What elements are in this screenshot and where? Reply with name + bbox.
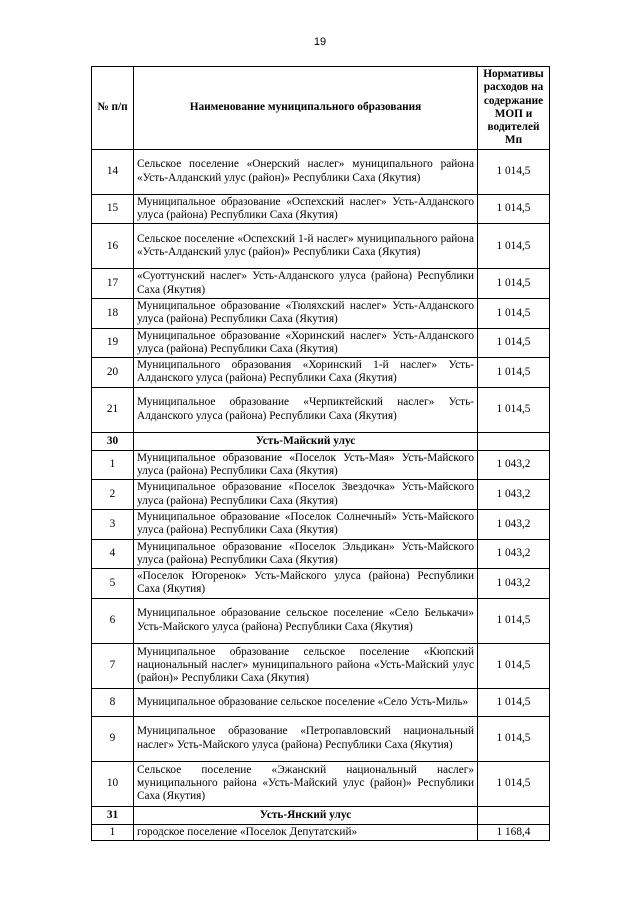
municipality-name: Муниципальное образование «Петропавловский национальный наслег» Усть-Майского улуса (района) Республики Саха (Якутия) — [134, 716, 478, 761]
row-number: 16 — [92, 224, 134, 269]
row-number: 1 — [92, 824, 134, 840]
municipality-name: городское поселение «Поселок Депутатский» — [134, 824, 478, 840]
table-row — [92, 298, 550, 328]
municipality-name: Сельское поселение «Онерский наслег» муниципального района «Усть-Алданский улус (район)» Республики Саха (Якутия) — [134, 149, 478, 194]
norm-value: 1 014,5 — [478, 358, 550, 388]
row-number: 1 — [92, 450, 134, 480]
norm-value: 1 014,5 — [478, 298, 550, 328]
table-row — [92, 643, 550, 688]
table-row — [92, 387, 550, 432]
municipality-name: Муниципальное образование «Тюляхский наслег» Усть-Алданского улуса (района) Республики Саха (Якутия) — [134, 298, 478, 328]
table-row — [92, 328, 550, 358]
table-row — [92, 716, 550, 761]
table-header-row — [92, 67, 550, 150]
norm-value: 1 014,5 — [478, 224, 550, 269]
municipality-name: Муниципальное образование сельское поселение «Село Усть-Миль» — [134, 688, 478, 716]
norm-value: 1 168,4 — [478, 824, 550, 840]
table-row — [92, 450, 550, 480]
norm-value: 1 043,2 — [478, 480, 550, 510]
header-name: Наименование муниципального образования — [134, 67, 478, 150]
section-title: Усть-Майский улус — [134, 432, 478, 450]
municipality-name: Муниципальное образование «Хоринский наслег» Усть-Алданского улуса (района) Республики Саха (Якутия) — [134, 328, 478, 358]
table-row — [92, 269, 550, 299]
section-empty-cell — [478, 432, 550, 450]
table-row — [92, 761, 550, 806]
row-number: 6 — [92, 598, 134, 643]
municipality-name: Муниципальное образование «Черпиктейский наслег» Усть-Алданского улуса (района) Республики Саха (Якутия) — [134, 387, 478, 432]
norm-value: 1 014,5 — [478, 598, 550, 643]
municipality-name: Муниципальное образование сельское поселение «Кюпский национальный наслег» муниципального района «Усть-Майский улус (район)» Республики Саха (Якутия) — [134, 643, 478, 688]
table-row — [92, 149, 550, 194]
section-number: 30 — [92, 432, 134, 450]
municipality-name: Муниципального образования «Хоринский 1-й наслег» Усть-Алданского улуса (района) Республики Саха (Якутия) — [134, 358, 478, 388]
municipality-name: Муниципальное образование «Оспехский наслег» Усть-Алданского улуса (района) Республики Саха (Якутия) — [134, 194, 478, 224]
table-row — [92, 569, 550, 599]
section-row — [92, 432, 550, 450]
row-number: 9 — [92, 716, 134, 761]
row-number: 3 — [92, 509, 134, 539]
section-row — [92, 806, 550, 824]
section-number: 31 — [92, 806, 134, 824]
table-row — [92, 358, 550, 388]
municipality-name: Муниципальное образование «Поселок Солнечный» Усть-Майского улуса (района) Республики Саха (Якутия) — [134, 509, 478, 539]
norm-value: 1 043,2 — [478, 509, 550, 539]
municipality-name: Муниципальное образование сельское поселение «Село Белькачи» Усть-Майского улуса (района) Республики Саха (Якутия) — [134, 598, 478, 643]
table-body — [92, 149, 550, 840]
header-value: Нормативы расходов на содержание МОП и водителей Мп — [478, 67, 550, 150]
row-number: 15 — [92, 194, 134, 224]
norm-value: 1 014,5 — [478, 149, 550, 194]
norm-value: 1 043,2 — [478, 539, 550, 569]
norm-value: 1 014,5 — [478, 716, 550, 761]
municipality-name: «Поселок Югоренок» Усть-Майского улуса (района) Республики Саха (Якутия) — [134, 569, 478, 599]
municipality-name: Сельское поселение «Оспехский 1-й наслег» муниципального района «Усть-Алданский улус (район)» Республики Саха (Якутия) — [134, 224, 478, 269]
table-row — [92, 598, 550, 643]
row-number: 7 — [92, 643, 134, 688]
municipality-name: Сельское поселение «Эжанский национальный наслег» муниципального района «Усть-Майский улус (район)» Республики Саха (Якутия) — [134, 761, 478, 806]
norm-value: 1 014,5 — [478, 688, 550, 716]
row-number: 10 — [92, 761, 134, 806]
row-number: 21 — [92, 387, 134, 432]
row-number: 20 — [92, 358, 134, 388]
table-row — [92, 480, 550, 510]
table-row — [92, 824, 550, 840]
norm-value: 1 014,5 — [478, 328, 550, 358]
table-row — [92, 224, 550, 269]
row-number: 4 — [92, 539, 134, 569]
norm-value: 1 014,5 — [478, 269, 550, 299]
table-row — [92, 509, 550, 539]
norm-value: 1 014,5 — [478, 643, 550, 688]
row-number: 19 — [92, 328, 134, 358]
section-empty-cell — [478, 806, 550, 824]
municipality-name: Муниципальное образование «Поселок Усть-Мая» Усть-Майского улуса (района) Республики Саха (Якутия) — [134, 450, 478, 480]
table-row — [92, 194, 550, 224]
norm-value: 1 014,5 — [478, 761, 550, 806]
row-number: 5 — [92, 569, 134, 599]
page-number: 19 — [313, 36, 327, 48]
municipality-name: Муниципальное образование «Поселок Звездочка» Усть-Майского улуса (района) Республики Саха (Якутия) — [134, 480, 478, 510]
norm-value: 1 014,5 — [478, 387, 550, 432]
row-number: 14 — [92, 149, 134, 194]
municipality-name: Муниципальное образование «Поселок Эльдикан» Усть-Майского улуса (района) Республики Саха (Якутия) — [134, 539, 478, 569]
table-row — [92, 688, 550, 716]
norm-value: 1 043,2 — [478, 450, 550, 480]
table-row — [92, 539, 550, 569]
section-title: Усть-Янский улус — [134, 806, 478, 824]
municipality-name: «Суоттунский наслег» Усть-Алданского улуса (района) Республики Саха (Якутия) — [134, 269, 478, 299]
row-number: 18 — [92, 298, 134, 328]
row-number: 17 — [92, 269, 134, 299]
row-number: 2 — [92, 480, 134, 510]
row-number: 8 — [92, 688, 134, 716]
header-num: № п/п — [92, 67, 134, 150]
norms-table — [91, 66, 550, 841]
norm-value: 1 014,5 — [478, 194, 550, 224]
norm-value: 1 043,2 — [478, 569, 550, 599]
